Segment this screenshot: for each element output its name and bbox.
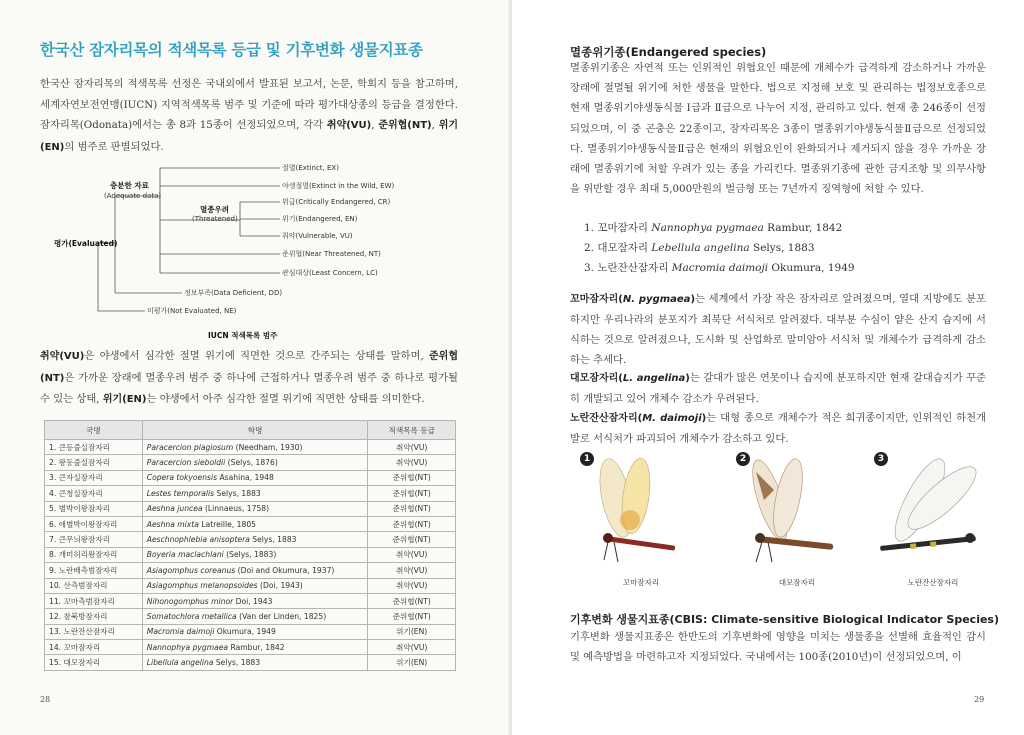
endangered-paragraph: 멸종위기종은 자연적 또는 인위적인 위협요인 때문에 개체수가 급격하게 감소하거나 가까운 장래에 절멸될 위기에 처한 생물을 말한다. 법으로 지정해 보호 및 관리하는 법정보호종으로 현재 멸종위기야생동식물 Ⅰ급과 Ⅱ급으로 나누어 지정, 관리하고 있다. 현재 총 246종이 선정되었으며, 이 중 곤충은 22종이고, 잠자리목은 3종이 멸종위기야생동식물Ⅱ급으로 선정되었다. 멸종위기야생동식물Ⅱ급은 현재의 위협요인이 완화되거나 제거되지 않을 경우 가까운 장래에 멸종위기에 처할 우려가 있는 종을 가리킨다. 멸종위기종에 관한 금지조항 및 의무사항을 위반할 경우 최대 5,000만원의 벌금형 또는 7년까지 징역형에 처할 수 있다. [570,62,986,196]
photo-caption-2: 대모잠자리 [778,578,816,587]
scientific-name: Macromia daimoji Okumura, 1949 [142,624,368,639]
intro-paragraph: 한국산 잠자리목의 적색목록 선정은 국내외에서 발표된 보고서, 논문, 학회지 등을 참고하며, 세계자연보전연맹(IUCN) 지역적색목록 범주 및 기준에 따라 평가대상종의 등급을 결정한다. 잠자리목(Odonata)에서는 총 8과 15종이 선정되었으며, 각각 취약(VU), 준위협(NT), 위기(EN)의 범주로 판별되었다. [40,78,459,153]
page-number-left: 28 [40,695,51,704]
table-row [45,532,456,547]
korean-name: 6. 애별박이왕잠자리 [45,516,143,531]
scientific-name: Lestes temporalis Selys, 1883 [142,486,368,501]
label-en: 위기(Endangered, EN) [282,215,358,223]
header-scientific-name: 학명 [142,421,368,440]
red-list-grade: 취약(VU) [368,440,456,455]
scientific-name: Nannophya pygmaea Rambur, 1842 [142,640,368,655]
scientific-name: Boyeria maclachlani (Selys, 1883) [142,547,368,562]
table-row [45,486,456,501]
scientific-name: Aeschnophlebia anisoptera Selys, 1883 [142,532,368,547]
red-list-grade: 준위협(NT) [368,516,456,531]
korean-name: 3. 큰자실잠자리 [45,470,143,485]
label-cr: 위급(Critically Endangered, CR) [282,198,391,206]
korean-name: 14. 꼬마잠자리 [45,640,143,655]
scientific-name: Copera tokyoensis Asahina, 1948 [142,470,368,485]
list-item: 1. 꼬마잠자리 Nannophya pygmaea Rambur, 1842 [584,222,843,234]
scientific-name: Paracercion plagiosum (Needham, 1930) [142,440,368,455]
korean-name: 1. 큰등줄실잠자리 [45,440,143,455]
table-row [45,563,456,578]
photo-caption-1: 꼬마잠자리 [622,578,660,587]
table-row [45,609,456,624]
red-list-grade: 준위협(NT) [368,532,456,547]
dragonfly-photo-1 [578,450,704,570]
korean-name: 10. 산측범잠자리 [45,578,143,593]
label-dd: 정보부족(Data Deficient, DD) [184,289,283,297]
endangered-heading: 멸종위기종(Endangered species) [570,45,767,59]
table-row [45,470,456,485]
red-list-grade: 준위협(NT) [368,470,456,485]
label-vu: 취약(Vulnerable, VU) [282,232,353,240]
table-row [45,640,456,655]
label-nt: 준위협(Near Threatened, NT) [282,250,381,258]
label-evaluated: 평가(Evaluated) [54,239,118,248]
header-korean-name: 국명 [45,421,143,440]
red-list-grade: 취약(VU) [368,547,456,562]
label-threatened-en: (Threatened) [192,215,238,223]
red-list-grade: 준위협(NT) [368,486,456,501]
scientific-name: Asiagomphus coreanus (Doi and Okumura, 1937) [142,563,368,578]
red-list-grade: 준위협(NT) [368,501,456,516]
red-list-grade: 위기(EN) [368,655,456,670]
table-row [45,624,456,639]
label-lc: 관심대상(Least Concern, LC) [282,269,378,277]
table-row [45,501,456,516]
diagram-caption: IUCN 적색목록 범주 [208,331,278,340]
table-row [45,578,456,593]
species-description-2: 대모잠자리(L. angelina)는 갈대가 많은 연못이나 습지에 분포하지만 현재 갈대습지가 꾸준히 개발되고 있어 개체수 감소가 우려된다. [570,372,987,405]
korean-name: 11. 꼬마측범잠자리 [45,593,143,608]
korean-name: 7. 큰무늬왕잠자리 [45,532,143,547]
endangered-species-list [584,218,855,278]
photo-number-1: 1 [580,452,594,466]
table-row [45,455,456,470]
korean-name: 5. 별박이왕잠자리 [45,501,143,516]
label-adequate: 충분한 자료 [110,181,149,190]
scientific-name: Paracercion sieboldii (Selys, 1876) [142,455,368,470]
table-row [45,440,456,455]
iucn-category-diagram [40,156,480,346]
table-row [45,516,456,531]
korean-name: 8. 개미허리왕잠자리 [45,547,143,562]
header-red-list-grade: 적색목록 등급 [368,421,456,440]
red-list-table [44,420,456,671]
red-list-grade: 준위협(NT) [368,593,456,608]
red-list-grade: 준위협(NT) [368,609,456,624]
list-item: 3. 노란잔산잠자리 Macromia daimoji Okumura, 1949 [584,262,855,274]
label-threatened: 멸종우려 [200,205,229,214]
page-title: 한국산 잠자리목의 적색목록 등급 및 기후변화 생물지표종 [40,41,423,59]
table-row [45,547,456,562]
photo-number-2: 2 [736,452,750,466]
korean-name: 9. 노란배측범잠자리 [45,563,143,578]
scientific-name: Aeshna juncea (Linnaeus, 1758) [142,501,368,516]
scientific-name: Asiagomphus melanopsoides (Doi, 1943) [142,578,368,593]
species-description-3: 노란잔산잠자리(M. daimoji)는 대형 종으로 개체수가 적은 희귀종이지만, 인위적인 하천개발로 서식처가 파괴되어 개체수가 감소하고 있다. [570,412,986,445]
table-row [45,593,456,608]
label-ew: 야생절멸(Extinct in the Wild, EW) [282,182,395,190]
scientific-name: Somatochlora metallica (Van der Linden, 1825) [142,609,368,624]
label-ex: 절멸(Extinct, EX) [282,164,339,172]
cbis-paragraph: 기후변화 생물지표종은 한반도의 기후변화에 영향을 미치는 생물종을 선별해 효율적인 감시 및 예측방법을 마련하고자 지정되었다. 국내에서는 100종(2010년)이 선정되었으며, 이 [570,631,986,663]
korean-name: 4. 큰청실잠자리 [45,486,143,501]
korean-name: 15. 대모잠자리 [45,655,143,670]
scientific-name: Libellula angelina Selys, 1883 [142,655,368,670]
dragonfly-photo-2 [734,450,860,570]
red-list-grade: 위기(EN) [368,624,456,639]
korean-name: 13. 노란잔산잠자리 [45,624,143,639]
photo-caption-3: 노란잔산잠자리 [907,578,959,587]
red-list-grade: 취약(VU) [368,455,456,470]
red-list-grade: 취약(VU) [368,563,456,578]
dragonfly-photo-3 [870,450,996,570]
table-row [45,655,456,670]
species-description-1: 꼬마잠자리(N. pygmaea)는 세계에서 가장 작은 잠자리로 알려졌으며, 열대 지방에도 분포하지만 우리나라의 분포지가 최북단 서식처로 알려졌다. 대부분 수심이 얕은 산지 습지에 서식하는 것으로 알려졌으나, 도시화 및 산업화로 말미암아 서식처 및 개체수가 급격하게 감소하는 추세다. [570,293,987,366]
red-list-grade: 취약(VU) [368,578,456,593]
cbis-heading: 기후변화 생물지표종(CBIS: Climate-sensitive Biological Indicator Species) [570,613,1000,626]
label-adequate-en: (Adequate data) [104,192,162,200]
table-header-row [45,421,456,440]
korean-name: 2. 왕등줄실잠자리 [45,455,143,470]
scientific-name: Aeshna mixta Latreille, 1805 [142,516,368,531]
red-list-grade: 취약(VU) [368,640,456,655]
korean-name: 12. 참북방잠자리 [45,609,143,624]
photo-number-3: 3 [874,452,888,466]
label-ne: 미평가(Not Evaluated, NE) [147,307,237,315]
category-definition-paragraph: 취약(VU)은 야생에서 심각한 절멸 위기에 직면한 것으로 간주되는 상태를 말하며, 준위협(NT)은 가까운 장래에 멸종우려 범주 중 하나에 근접하거나 멸종우려 범주 중 하나로 평가될 수 있는 상태, 위기(EN)는 야생에서 아주 심각한 절멸 위기에 직면한 상태를 의미한다. [40,350,458,405]
list-item: 2. 대모잠자리 Lebellula angelina Selys, 1883 [584,242,815,254]
page-number-right: 29 [974,695,985,704]
scientific-name: Nihonogomphus minor Doi, 1943 [142,593,368,608]
